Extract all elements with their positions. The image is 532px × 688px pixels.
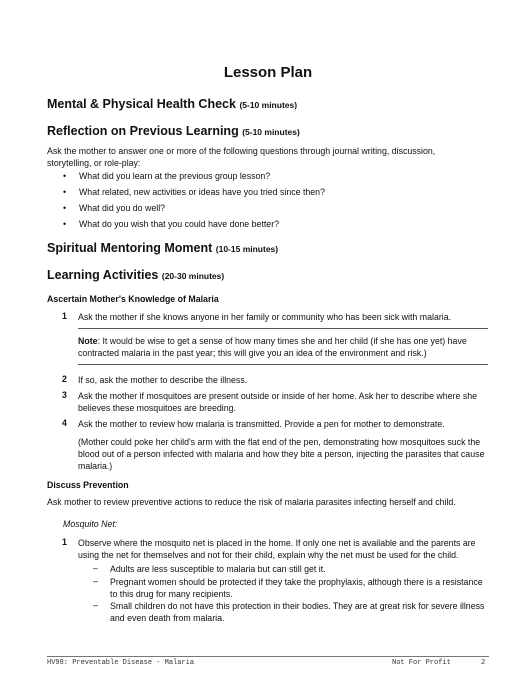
duration-text: (20-30 minutes) [161, 271, 225, 281]
prevention-intro: Ask mother to review preventive actions to reduce the risk of malaria parasites infecting herself and child. [47, 497, 456, 507]
heading-reflection [47, 124, 300, 138]
list-item-text: What related, new activities or ideas have you tried since then? [79, 187, 325, 197]
bullet-icon: • [63, 219, 67, 229]
item-number: 4 [62, 418, 67, 428]
activity-item-3: Ask the mother if mosquitoes are present outside or inside of her home. Ask her to describe where she believes these mosquitoes are breeding. [78, 391, 477, 413]
heading-text: Reflection on Previous Learning [47, 124, 239, 138]
footer-license: Not For Profit [392, 659, 451, 667]
dash-icon: – [93, 576, 98, 586]
dash-item-3: Small children do not have this protection in their bodies. They are at great risk for severe illness and even death from malaria. [110, 601, 485, 623]
dash-item-2: Pregnant women should be protected if they take the prophylaxis, although there is a resistance to this drug for many recipients. [110, 577, 483, 599]
dash-item-1: Adults are less susceptible to malaria but can still get it. [110, 564, 326, 574]
activity-item-4-detail: (Mother could poke her child's arm with the flat end of the pen, demonstrating how mosquitoes suck the blood out of a person infected with malaria and how they bite a person, injecting the parasites that cause malaria.) [78, 437, 485, 471]
heading-text: Learning Activities [47, 268, 159, 282]
heading-text: Spiritual Mentoring Moment [47, 241, 213, 255]
activity-item-1: Ask the mother if she knows anyone in her family or community who has been sick with malaria. [78, 312, 452, 322]
heading-activities [47, 268, 224, 282]
duration-text: (5-10 minutes) [239, 100, 298, 110]
item-number: 2 [62, 374, 67, 384]
page-number: 2 [481, 659, 486, 667]
activity-item-4: Ask the mother to review how malaria is transmitted. Provide a pen for mother to demonstrate. [78, 419, 445, 429]
list-item-text: What did you do well? [79, 203, 166, 213]
note-text: : It would be wise to get a sense of how many times she and her child (if she has one yet) have contracted malaria in the past year; this will give you an idea of the environment and risk.) [78, 336, 467, 358]
bullet-icon: • [63, 203, 67, 213]
list-item-text: What do you wish that you could have done better? [79, 219, 280, 229]
bullet-icon: • [63, 171, 67, 181]
dash-icon: – [93, 600, 98, 610]
item-number: 3 [62, 390, 67, 400]
item-number: 1 [62, 311, 67, 321]
dash-icon: – [93, 563, 98, 573]
activity-item-2: If so, ask the mother to describe the illness. [78, 375, 248, 385]
note-top-rule [78, 328, 488, 329]
heading-text: Mental & Physical Health Check [47, 97, 236, 111]
note-box [78, 335, 488, 359]
page-title: Lesson Plan [223, 64, 313, 81]
heading-health-check [47, 97, 297, 111]
list-item-text: What did you learn at the previous group lesson? [79, 171, 271, 181]
duration-text: (5-10 minutes) [242, 127, 300, 137]
footer-title: HV98: Preventable Disease - Malaria [47, 659, 195, 667]
note-label: Note [78, 336, 98, 346]
footer-rule [47, 656, 489, 657]
reflection-intro: Ask the mother to answer one or more of the following questions through journal writing, discussion, storytelling, or role-play: [47, 146, 436, 168]
subheading-prevention: Discuss Prevention [47, 480, 129, 490]
net-item-1: Observe where the mosquito net is placed in the home. If only one net is available and the parents are using the net for themselves and not for their child, explain why the net must be used for the child. [78, 538, 476, 560]
item-number: 1 [62, 537, 67, 547]
heading-mentoring [47, 241, 278, 255]
note-bottom-rule [78, 364, 488, 365]
bullet-icon: • [63, 187, 67, 197]
subheading-knowledge: Ascertain Mother's Knowledge of Malaria [47, 294, 219, 304]
duration-text: (10-15 minutes) [215, 244, 279, 254]
mosquito-net-label: Mosquito Net: [63, 519, 118, 529]
